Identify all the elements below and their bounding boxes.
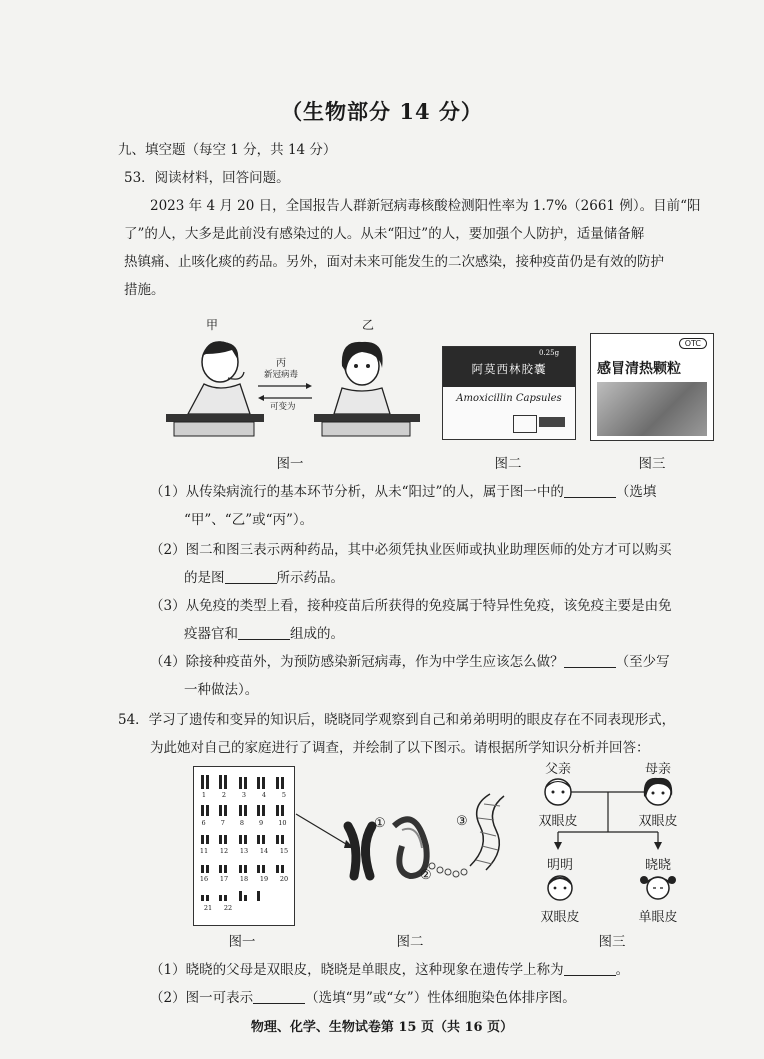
q53-sub4-text: （4）除接种疫苗外，为预防感染新冠病毒，作为中学生应该怎么做？ [150,654,564,670]
q53-sub2-cont [184,568,344,588]
karyotype-chart [193,766,295,926]
material-line: 热镇痛、止咳化痰的药品。另外，面对未来可能发生的二次感染，接种疫苗仍是有效的防护 [124,254,664,270]
daughter-label: 晓晓 [644,858,671,873]
medicine-name-en: Amoxicillin Capsules [456,393,562,404]
q53-fig1-caption: 图一 [276,456,304,472]
father-label: 父亲 [544,762,571,777]
q54-sub1 [150,960,629,980]
arrow-label-become: 可变为 [270,402,296,412]
chr-num: 4 [261,791,267,799]
spec-label: 0.25g [539,349,560,357]
q53-sub3-cont [184,624,344,644]
q54-fig1-caption: 图一 [228,934,256,950]
material-line: 措施。 [124,282,165,298]
q53-stem: 53．阅读材料，回答问题。 [124,170,290,186]
mother-label: 母亲 [644,762,671,777]
package-photo [597,382,707,436]
chr-num: 21 [203,904,213,912]
chr-num: 8 [239,819,244,827]
chr-num: 16 [199,875,209,883]
q54-sub2 [150,988,576,1008]
chr-num: 1 [201,791,207,799]
chr-num: 22 [223,904,233,912]
material-line: 2023 年 4 月 20 日，全国报告人群新冠病毒核酸检测阳性率为 1.7%（2661 例）。目前“阳 [150,198,701,214]
q54-stem-cont: 为此她对自己的家庭进行了调查，并绘制了以下图示。请根据所学知识分析并回答： [150,740,650,756]
marker-2: ② [420,868,432,883]
q53-sub3: （3）从免疫的类型上看，接种疫苗后所获得的免疫属于特异性免疫，该免疫主要是由免 [150,598,672,614]
chr-num: 15 [279,847,289,855]
q53-fig3-caption: 图三 [638,456,666,472]
answer-blank[interactable] [238,625,290,640]
chr-num: 3 [241,791,247,799]
son-label: 明明 [546,858,573,873]
chr-num: 11 [199,847,209,855]
chr-num: 20 [279,875,289,883]
karyotype-row-4 [194,875,294,883]
granules-name: 感冒清热颗粒 [597,361,681,377]
q53-sub3-text: 疫器官和 [184,626,238,642]
chr-num: 5 [281,791,287,799]
q54-sub2-tail: （选填“男”或“女”）性体细胞染色体排序图。 [305,990,576,1006]
arrow-label-virus: 新冠病毒 [264,370,299,380]
chr-num: 17 [219,875,229,883]
section-title: （生物部分 14 分） [281,99,483,124]
logo-icon [513,415,537,433]
q53-figure-1 [158,316,428,441]
chr-num: 9 [259,819,264,827]
label-jia: 甲 [206,318,219,332]
medicine-name: 阿莫西林胶囊 [471,362,547,376]
marker-1: ① [374,816,386,831]
pedigree-diagram [530,758,700,928]
q54-sub1-tail: 。 [615,962,630,978]
q54-fig3-caption: 图三 [598,934,626,950]
chr-num: 19 [259,875,269,883]
answer-blank[interactable] [253,989,305,1004]
material-line: 了”的人，大多是此前没有感染过的人。从未“阳过”的人，要加强个人防护，适量储备解 [124,226,645,242]
marker-3: ③ [456,814,468,829]
chr-num: 18 [239,875,249,883]
daughter-trait: 单眼皮 [638,910,678,925]
chr-num: 14 [259,847,269,855]
q53-sub2-tail: 所示药品。 [276,570,344,586]
q53-sub4-cont: 一种做法）。 [184,682,259,698]
karyotype-row-2 [194,819,294,827]
chr-num: 2 [221,791,227,799]
q53-sub1 [150,482,656,502]
q53-sub1-tail: （选填 [615,484,657,500]
chr-num: 10 [278,819,287,827]
q53-sub1-text: （1）从传染病流行的基本环节分析，从未“阳过”的人，属于图一中的 [150,484,564,500]
son-trait: 双眼皮 [540,910,580,925]
brand-mark [539,417,565,427]
answer-blank[interactable] [564,483,616,498]
page-footer: 物理、化学、生物试卷第 15 页（共 16 页） [250,1020,514,1035]
cold-granules-box [590,333,714,441]
pedigree-lines [530,776,700,916]
karyotype-row-3 [194,847,294,855]
q53-sub1-options: “甲”、“乙”或“丙”）。 [184,512,314,528]
answer-blank[interactable] [564,961,616,976]
chr-num: 6 [201,819,206,827]
chr-num: 13 [239,847,249,855]
section-heading: 九、填空题（每空 1 分，共 14 分） [118,142,337,158]
patient-student-illustration [158,332,428,437]
chr-num: 12 [219,847,229,855]
karyotype-row-1 [194,791,294,799]
q54-sub2-text: （2）图一可表示 [150,990,254,1006]
chr-num: 7 [220,819,225,827]
answer-blank[interactable] [564,653,616,668]
q53-sub4 [150,652,670,672]
q53-sub2: （2）图二和图三表示两种药品，其中必须凭执业医师或执业助理医师的处方才可以购买 [150,542,672,558]
q53-sub4-tail: （至少写 [615,654,670,670]
label-bing: 丙 [276,358,286,369]
father-trait: 双眼皮 [538,814,578,829]
q54-stem: 54．学习了遗传和变异的知识后，晓晓同学观察到自己和弟弟明明的眼皮存在不同表现形式， [118,712,676,728]
q54-sub1-text: （1）晓晓的父母是双眼皮，晓晓是单眼皮，这种现象在遗传学上称为 [150,962,564,978]
q53-sub3-tail: 组成的。 [290,626,344,642]
q53-fig2-caption: 图二 [494,456,522,472]
amoxicillin-box [442,346,576,440]
q54-fig2-caption: 图二 [396,934,424,950]
chromosome-dna-diagram [290,786,520,906]
answer-blank[interactable] [225,569,277,584]
otc-badge: OTC [679,338,707,349]
mother-trait: 双眼皮 [638,814,678,829]
karyotype-row-5 [198,904,238,912]
q53-sub2-text: 的是图 [184,570,225,586]
label-yi: 乙 [362,318,375,332]
